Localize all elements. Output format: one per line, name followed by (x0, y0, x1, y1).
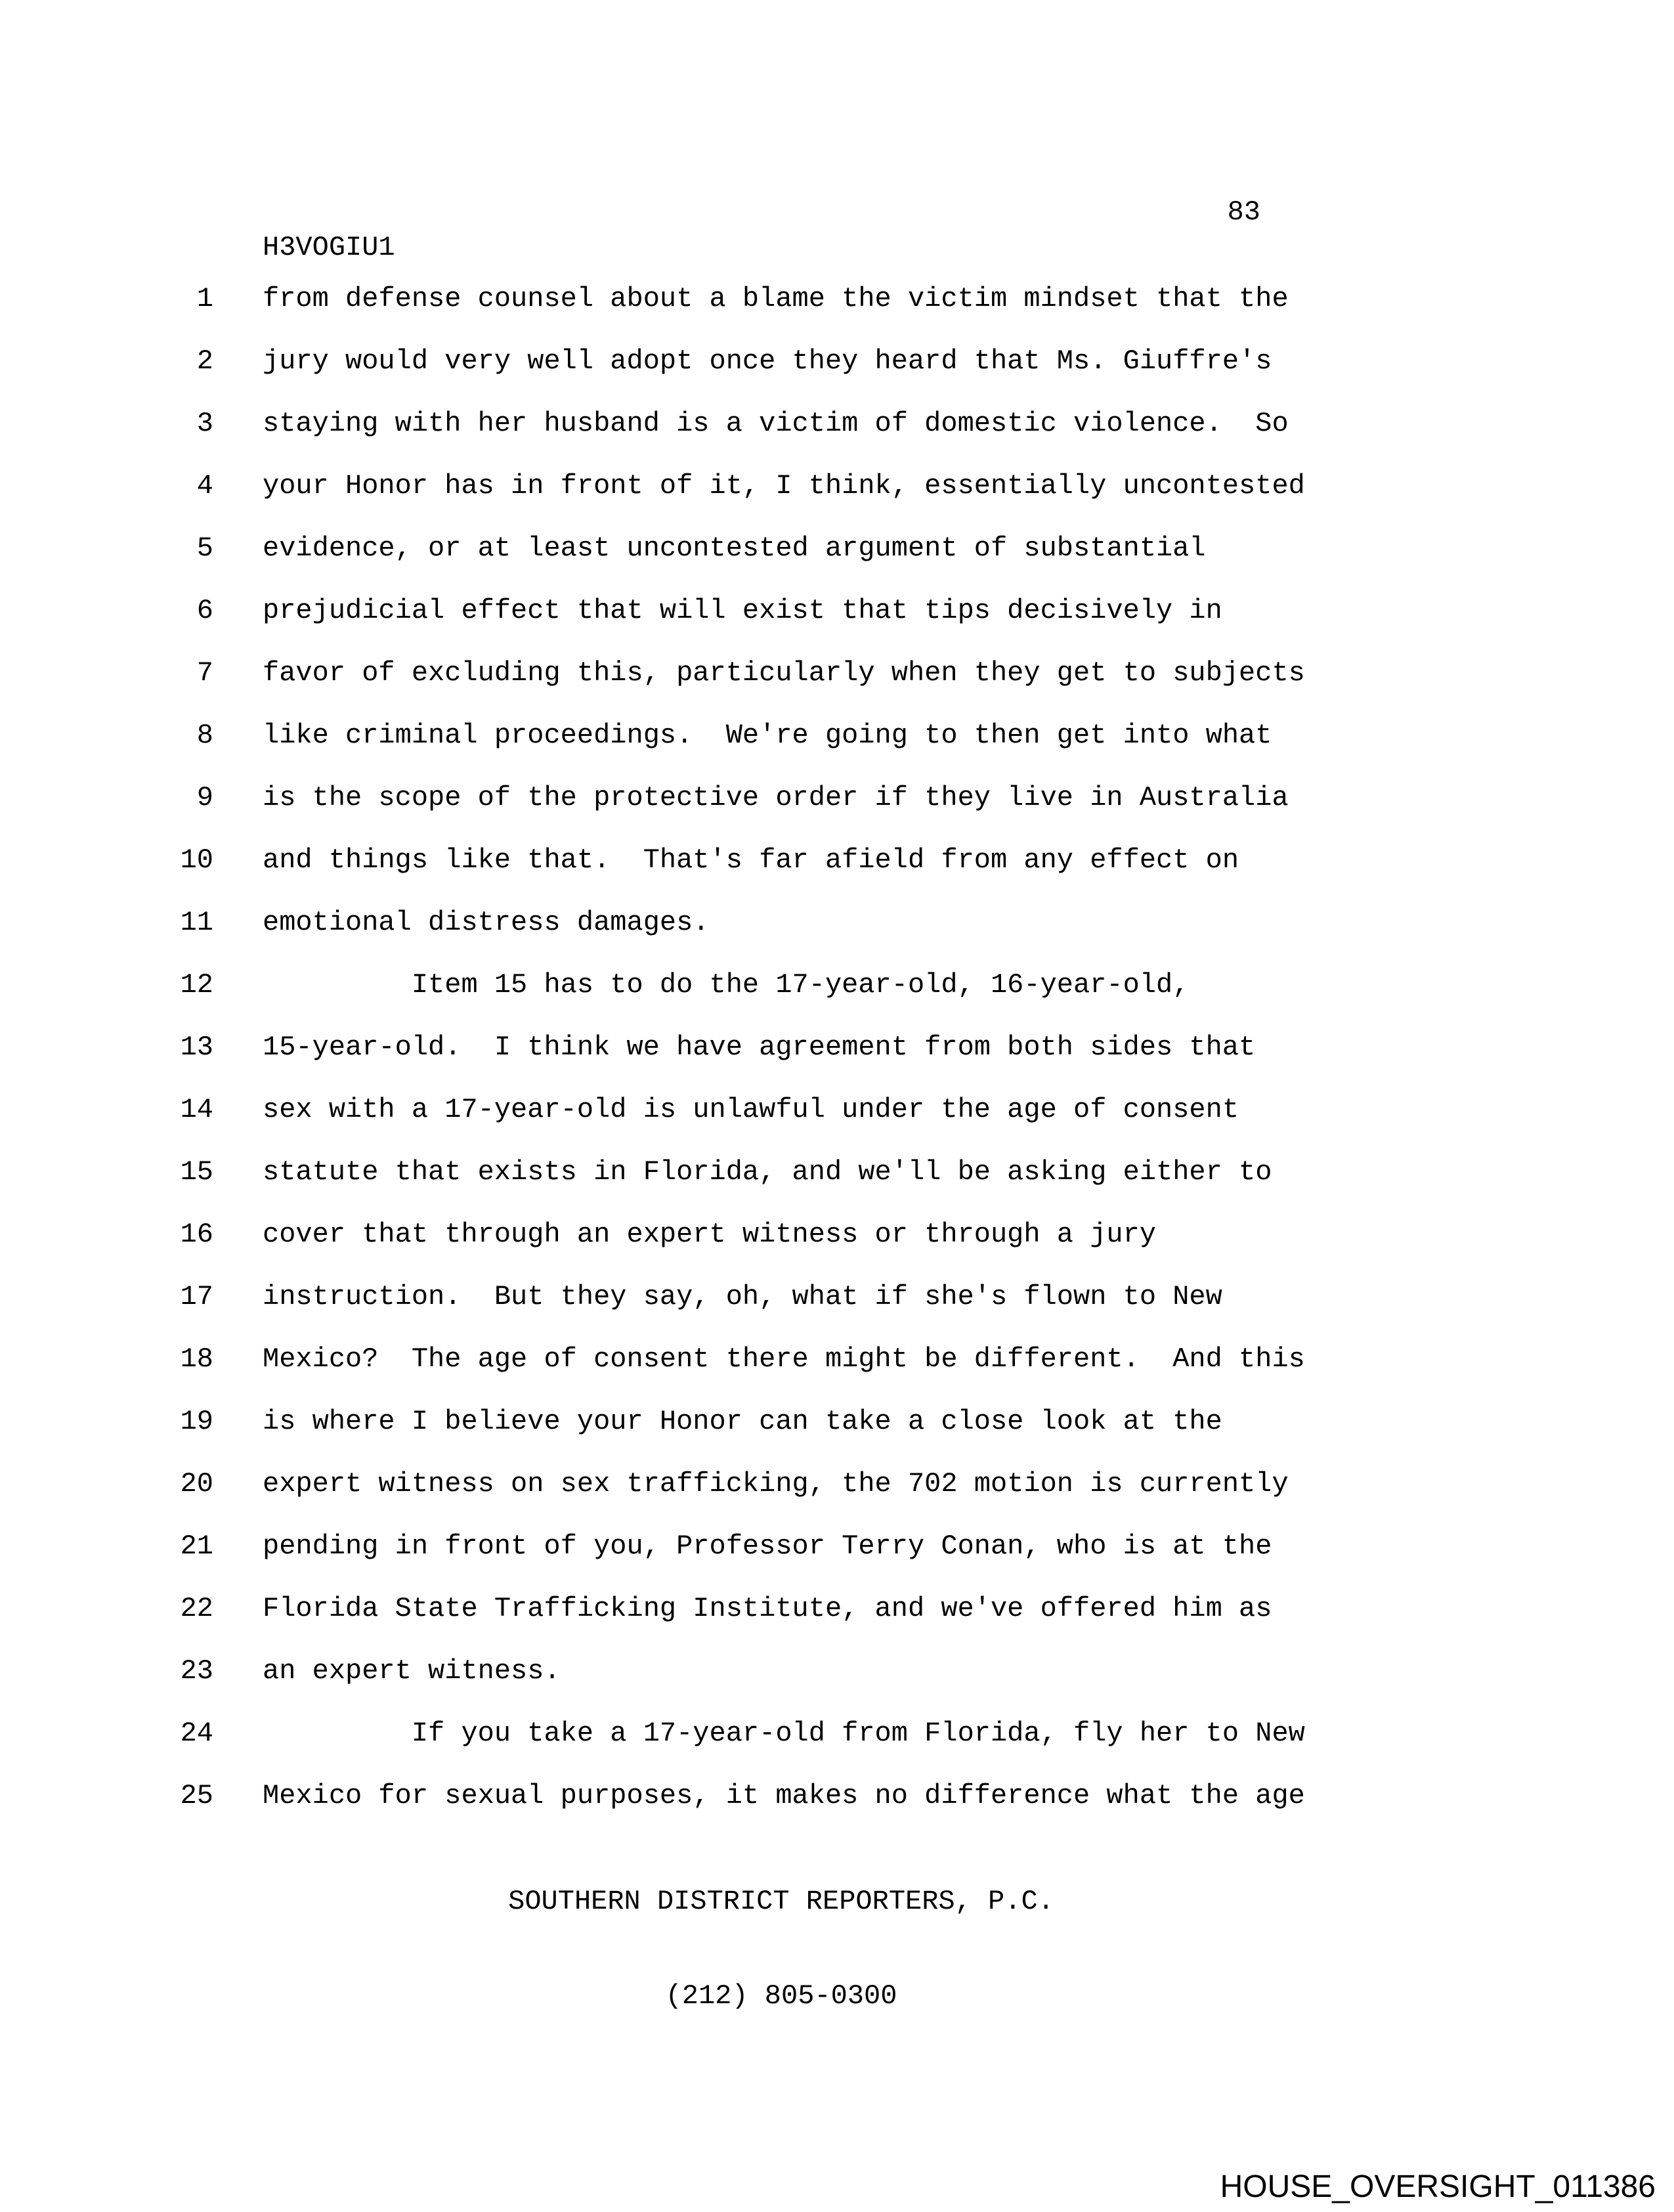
line-text: and things like that. That's far afield from any effect on (263, 844, 1239, 876)
transcript-line (0, 767, 1674, 829)
line-text: jury would very well adopt once they heard that Ms. Giuffre's (263, 345, 1272, 377)
line-text: Mexico? The age of consent there might be different. And this (263, 1343, 1305, 1375)
line-number: 24 (180, 1718, 213, 1749)
transcript-line (0, 1016, 1674, 1079)
line-number: 13 (180, 1031, 213, 1063)
transcript-line (0, 1702, 1674, 1765)
line-number: 14 (180, 1094, 213, 1125)
line-number: 17 (180, 1281, 213, 1312)
line-text: cover that through an expert witness or through a jury (263, 1219, 1157, 1250)
transcript-line (0, 393, 1674, 455)
line-number: 10 (180, 844, 213, 876)
line-number: 2 (196, 345, 213, 377)
line-text: Mexico for sexual purposes, it makes no difference what the age (263, 1780, 1305, 1811)
transcript-line (0, 1266, 1674, 1328)
transcript-line (0, 580, 1674, 642)
transcript-line (0, 517, 1674, 580)
line-text: staying with her husband is a victim of domestic violence. So (263, 408, 1289, 439)
transcript-line (0, 1391, 1674, 1453)
line-text: instruction. But they say, oh, what if she's flown to New (263, 1281, 1222, 1312)
line-number: 20 (180, 1468, 213, 1500)
transcript-line (0, 1079, 1674, 1141)
line-number: 12 (180, 969, 213, 1001)
line-text: emotional distress damages. (263, 907, 710, 938)
line-text: is the scope of the protective order if they live in Australia (263, 782, 1289, 813)
line-number: 25 (180, 1780, 213, 1811)
line-number: 4 (196, 470, 213, 502)
line-text: an expert witness. (263, 1655, 561, 1687)
bates-stamp: HOUSE_OVERSIGHT_011386 (1220, 2169, 1656, 2204)
line-text: pending in front of you, Professor Terry Conan, who is at the (263, 1530, 1272, 1562)
line-number: 21 (180, 1530, 213, 1562)
line-number: 19 (180, 1406, 213, 1437)
line-text: prejudicial effect that will exist that tips decisively in (263, 595, 1222, 626)
transcript-line (0, 1640, 1674, 1702)
line-text: statute that exists in Florida, and we'll be asking either to (263, 1156, 1272, 1188)
line-number: 15 (180, 1156, 213, 1188)
line-number: 6 (196, 595, 213, 626)
reporter-footer (263, 1823, 1300, 2075)
line-text: 15-year-old. I think we have agreement from both sides that (263, 1031, 1256, 1063)
transcript-line (0, 1141, 1674, 1204)
line-number: 1 (196, 283, 213, 314)
transcript-line (0, 455, 1674, 517)
line-number: 23 (180, 1655, 213, 1687)
line-text: from defense counsel about a blame the victim mindset that the (263, 283, 1289, 314)
line-text: sex with a 17-year-old is unlawful under the age of consent (263, 1094, 1239, 1125)
line-text: is where I believe your Honor can take a close look at the (263, 1406, 1222, 1437)
line-text: Florida State Trafficking Institute, and we've offered him as (263, 1593, 1272, 1624)
line-text: your Honor has in front of it, I think, essentially uncontested (263, 470, 1305, 502)
line-text: If you take a 17-year-old from Florida, fly her to New (263, 1718, 1305, 1749)
transcript-line (0, 1765, 1674, 1827)
line-text: expert witness on sex trafficking, the 702 motion is currently (263, 1468, 1289, 1500)
transcript-line (0, 705, 1674, 767)
transcript-line (0, 892, 1674, 954)
transcript-line (0, 1515, 1674, 1578)
page-number: 83 (1227, 196, 1260, 228)
transcript-line (0, 1328, 1674, 1391)
transcript-line (0, 1453, 1674, 1515)
transcript-line (0, 330, 1674, 393)
reporter-name: SOUTHERN DISTRICT REPORTERS, P.C. (508, 1886, 1054, 1917)
line-text: like criminal proceedings. We're going to then get into what (263, 720, 1272, 751)
line-number: 16 (180, 1219, 213, 1250)
line-text: evidence, or at least uncontested argument of substantial (263, 532, 1206, 564)
transcript-line (0, 642, 1674, 705)
line-number: 7 (196, 657, 213, 689)
transcript-line (0, 1204, 1674, 1266)
transcript-body (0, 268, 1674, 1827)
transcript-line (0, 1578, 1674, 1640)
session-id: H3VOGIU1 (263, 232, 395, 263)
line-text: favor of excluding this, particularly when they get to subjects (263, 657, 1305, 689)
line-number: 18 (180, 1343, 213, 1375)
line-text: Item 15 has to do the 17-year-old, 16-year-old, (263, 969, 1190, 1001)
transcript-line (0, 954, 1674, 1016)
line-number: 5 (196, 532, 213, 564)
transcript-line (0, 829, 1674, 892)
line-number: 22 (180, 1593, 213, 1624)
line-number: 8 (196, 720, 213, 751)
transcript-line (0, 268, 1674, 330)
reporter-phone: (212) 805-0300 (665, 1980, 897, 2012)
line-number: 11 (180, 907, 213, 938)
line-number: 3 (196, 408, 213, 439)
line-number: 9 (196, 782, 213, 813)
